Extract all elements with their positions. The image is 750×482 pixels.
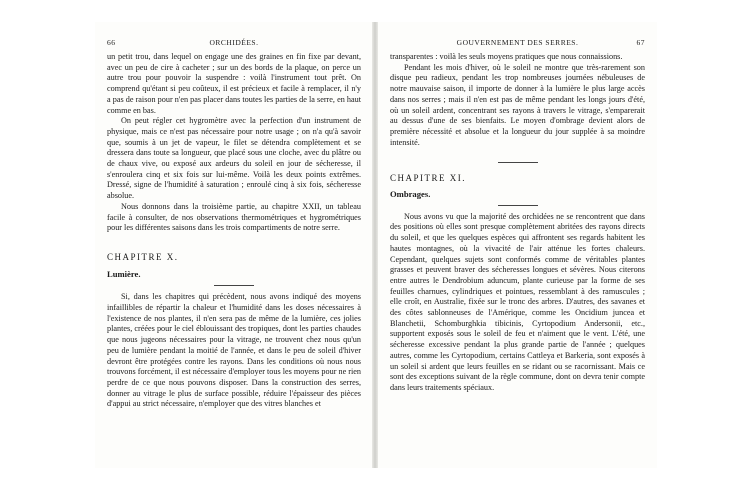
left-running-header — [107, 38, 361, 48]
left-text-block — [107, 52, 361, 410]
left-running-head: ORCHIDÉES. — [209, 38, 259, 47]
left-page — [95, 22, 373, 468]
book-spread — [95, 22, 657, 468]
chapter-heading: CHAPITRE X. — [107, 251, 179, 262]
right-page-number: 67 — [636, 38, 645, 47]
chapter-heading: CHAPITRE XI. — [390, 173, 466, 184]
spacer — [390, 148, 645, 162]
paragraph: On peut régler cet hygromètre avec la perfection d'un instrument de physique, mais ce n'est pas nécessaire pour notre usage ; on n'a qu'à savoir que, soumis à un jet de vapeur, le filet se détendra complètement et se dressera dans toute sa longueur, que placé sous une cloche, avec du plâtre ou de chaux vive, ou exposé aux ardeurs du soleil en jour de sécheresse, il s'enroulera cinq et six fois sur lui-même. Voilà les deux points extrêmes. Dressé, signe de l'humidité à saturation ; enroulé cinq à six fois, sécheresse absolue. — [107, 116, 361, 201]
spacer — [390, 163, 645, 173]
right-running-header — [390, 38, 645, 48]
right-page — [378, 22, 657, 468]
left-page-number: 66 — [107, 38, 116, 47]
paragraph: transparentes : voilà les seuls moyens pratiques que nous connaissions. — [390, 52, 623, 61]
right-text-block — [390, 52, 645, 394]
paragraph: un petit trou, dans lequel on engage une des graines en fin fixe par devant, avec un peu de cire à cacheter ; sur un des bords de la plaque, on perce un autre trou pour pouvoir la suspendre : voilà l'instrument tout prêt. On comprend qu'étant si peu coûteux, il est précieux et facile à remplacer, il n'y a pas de raison pour n'en pas placer dans toutes les parties de la serre, en haut comme en bas. — [107, 52, 361, 115]
paragraph: Nous donnons dans la troisième partie, au chapitre XXII, un tableau facile à consulter, de nos observations thermométriques et hygrométriques pour les différentes saisons dans les trois compartiments de notre serre. — [107, 201, 361, 233]
paragraph: Nous avons vu que la majorité des orchidées ne se rencontrent que dans des positions où elles sont presque complètement abritées des rayons directs du soleil, et que les quelques espèces qui affrontent ses regards habitent les hautes montagnes, où la vivacité de l'air atténue les fortes chaleurs. Cependant, quelques sujets sont conformés comme de véritables plantes grasses et peuvent braver des sécheresses longues et sévères. Nous citerons entre autres le Dendrobium aduncum, plante curieuse par la forme de ses feuilles charnues, cylindriques et pointues, ressemblant à des ramuscules ; elle croît, en Australie, fixée sur le tronc des arbres. D'autres, des savanes et des côtes sablonneuses de l'Amérique, comme les Oncidium juncea et Blanchetii, Schomburghkia tibicinis, Cyrtopodium Andersonii, etc., supportent exposés sous le soleil de feu et n'aiment que le vent. L'été, une sécheresse excessive pendant la plus grande partie de l'année ; quelques autres, comme les Cyrtopodium, certains Cattleya et Barkeria, sont exposés à un soleil si ardent que leurs feuilles en se ridant ou se racornissant. Mais ce sont des exceptions suivant de la règle commune, dont on devra tenir compte dans leurs traitements spéciaux. — [390, 211, 645, 392]
spacer — [107, 234, 361, 252]
section-title: Lumière. — [107, 268, 141, 279]
section-title: Ombrages. — [390, 189, 431, 200]
right-running-head: GOUVERNEMENT DES SERRES. — [456, 38, 579, 47]
paragraph: Pendant les mois d'hiver, où le soleil ne montre que très-rarement son disque peu radieux, pendant les trop nombreuses journées nébuleuses de notre mauvaise saison, il importe de donner à la lumière le plus large accès dans nos serres ; mais il n'en est pas de même pendant les longs jours d'été, où un soleil ardent, concentrant ses rayons à travers le vitrage, s'emparerait au dessus d'une de ses bienfaits. Le moyen d'ombrage devient alors de première nécessité et absolue et la longueur du jour supplée à sa moindre intensité. — [390, 62, 645, 147]
paragraph: Si, dans les chapitres qui précèdent, nous avons indiqué des moyens infaillibles de répartir la chaleur et l'humidité dans les doses nécessaires à l'existence de nos plantes, il n'en sera pas de même de la lumière, ces jolies plantes, créées pour le ciel éblouissant des tropiques, dont les parties chaudes que nous jugeons nécessaires pour la vitrage, ne trouvent chez nous qu'un peu de lumière pendant la moitié de l'année, et dans le peu de soleil d'hiver devront être protégées contre les rayons. Dans les conditions où nous nous trouvons forcément, il est nécessaire d'employer tous les moyens pour ne rien perdre de ce que nous pouvons disposer. Dans la construction des serres, donner au vitrage le plus de surface possible, réduire l'épaisseur des pièces d'appui au strict nécessaire, n'employer que des vitres blanches et — [107, 292, 361, 409]
